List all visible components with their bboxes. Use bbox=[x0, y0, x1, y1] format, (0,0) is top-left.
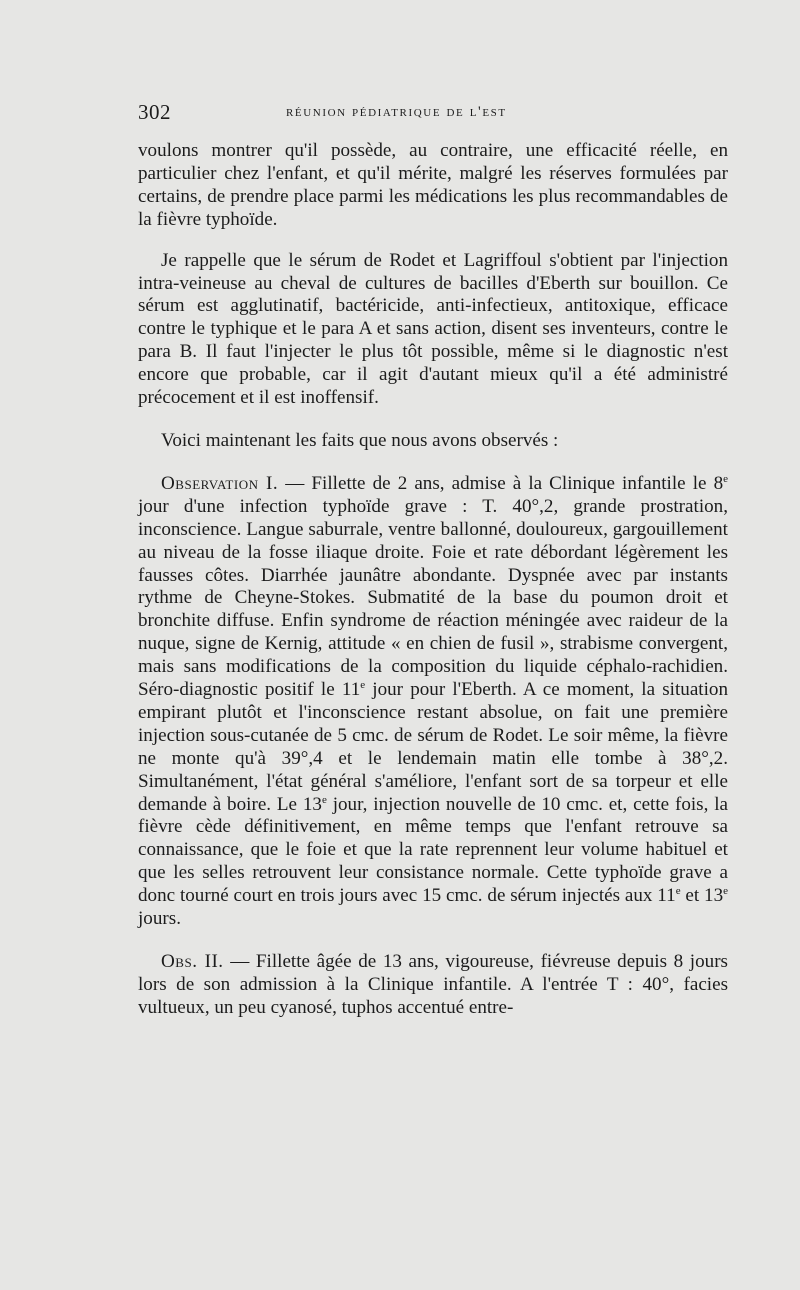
page-header bbox=[138, 100, 728, 130]
paragraph-serum-description: Je rappelle que le sérum de Rodet et Lagriffoul s'obtient par l'injection intra-veineuse au cheval de cultures de bacilles d'Eberth sur bouillon. Ce sérum est agglutinatif, bactéricide, anti-infectieux, antitoxique, efficace contre le typhique et le para A et sans action, disent ses inventeurs, contre le para B. Il faut l'injecter le plus tôt possible, même si le diagnostic n'est encore que probable, car il agit d'autant mieux qu'il a été administré précocement et il est inoffensif. bbox=[138, 249, 728, 409]
observation-2-label: Obs. II. bbox=[161, 951, 224, 972]
observation-1-label: Observation I. bbox=[161, 472, 279, 494]
running-head: réunion pédiatrique de l'est bbox=[286, 104, 507, 120]
observation-1: Observation I. — Fillette de 2 ans, admise à la Clinique infantile le 8e jour d'une infection typhoïde grave : T. 40°,2, grande prostration, inconscience. Langue saburrale, ventre ballonné, douloureux, gargouillement au niveau de la fosse iliaque droite. Foie et rate débordant légèrement les fausses côtes. Diarrhée jaunâtre abondante. Dyspnée avec par instants rythme de Cheyne-Stokes. Submatité de la base du poumon droit et bronchite diffuse. Enfin syndrome de réaction méningée avec raideur de la nuque, signe de Kernig, attitude « en chien de fusil », strabisme convergent, mais sans modifications de la composition du liquide céphalo-rachidien. Séro-diagnostic positif le 11e jour pour l'Eberth. A ce moment, la situation empirant plutôt et l'inconscience restant absolue, on fait une première injection sous-cutanée de 5 cmc. de sérum de Rodet. Le soir même, la fièvre ne monte qu'à 39°,4 et le lendemain matin elle tombe à 38°,2. Simultanément, l'état général s'améliore, l'enfant sort de sa torpeur et elle demande à boire. Le 13e jour, injection nouvelle de 10 cmc. et, cette fois, la fièvre cède définitivement, en même temps que l'enfant retrouve sa connaissance, que le foie et que la rate reprennent leur volume habituel et que les selles retrouvent leur consistance normale. Cette typhoïde grave a donc tourné court en trois jours avec 15 cmc. de sérum injectés aux 11e et 13e jours. bbox=[138, 472, 729, 930]
page-number: 302 bbox=[138, 100, 171, 124]
page-body bbox=[138, 140, 728, 1020]
paragraph-continued: voulons montrer qu'il possède, au contraire, une efficacité réelle, en particulier chez l'enfant, et qu'il mérite, malgré les réserves formulées par certains, de prendre place parmi les médications les plus recommandables de la fièvre typhoïde. bbox=[138, 140, 728, 230]
paragraph-intro-facts: Voici maintenant les faits que nous avons observés : bbox=[161, 429, 559, 451]
observation-2: Obs. II. — Fillette âgée de 13 ans, vigoureuse, fiévreuse depuis 8 jours lors de son admission à la Clinique infantile. A l'entrée T : 40°, facies vultueux, un peu cyanosé, tuphos accentué entre- bbox=[138, 951, 728, 1018]
